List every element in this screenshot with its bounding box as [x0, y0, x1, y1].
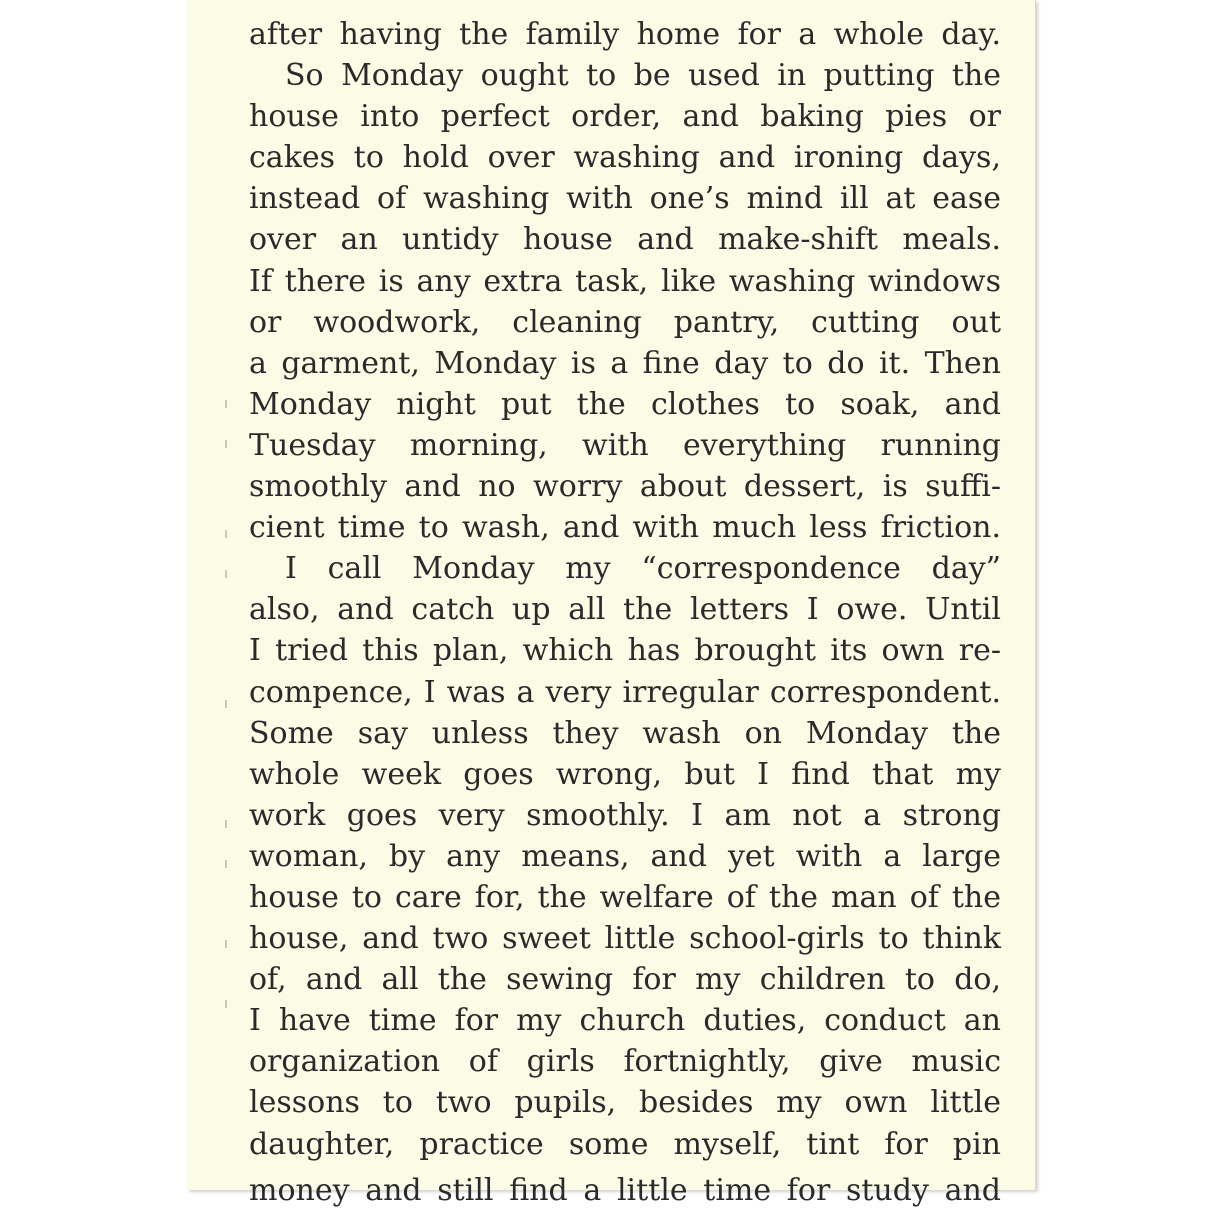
text-line: also, and catch up all the letters I owe. Until	[249, 592, 1001, 628]
text-line: house into perfect order, and baking pies or	[249, 99, 1001, 135]
text-line: over an untidy house and make-shift meals.	[249, 222, 1001, 258]
article-text	[249, 14, 1001, 1165]
text-line: of, and all the sewing for my children to do,	[249, 962, 1001, 998]
text-line: work goes very smoothly. I am not a strong	[249, 797, 1001, 833]
text-line: daughter, practice some myself, tint for pin	[249, 1126, 1001, 1162]
text-line: lessons to two pupils, besides my own little	[249, 1085, 1001, 1121]
text-line: cient time to wash, and with much less friction.	[249, 510, 1001, 546]
text-line: house to care for, the welfare of the man of the	[249, 879, 1001, 915]
text-line: Some say unless they wash on Monday the	[249, 715, 1001, 751]
text-line: Tuesday morning, with everything running	[249, 427, 1001, 463]
text-line: after having the family home for a whole day.	[249, 17, 1001, 52]
text-line: cakes to hold over washing and ironing days,	[249, 140, 1001, 176]
text-line: whole week goes wrong, but I find that my	[249, 756, 1001, 792]
text-line: instead of washing with one’s mind ill at ease	[249, 181, 1001, 217]
margin-marks	[225, 400, 231, 1040]
cut-off-text-line: money and still find a little time for study and	[249, 1173, 1001, 1208]
text-line: Monday night put the clothes to soak, and	[249, 386, 1001, 422]
text-line: or woodwork, cleaning pantry, cutting out	[249, 304, 1001, 340]
text-line: I tried this plan, which has brought its own re-	[249, 633, 1001, 669]
text-line: I have time for my church duties, conduct an	[249, 1003, 1001, 1039]
text-line: woman, by any means, and yet with a large	[249, 838, 1001, 874]
text-line: If there is any extra task, like washing windows	[249, 263, 1001, 299]
text-line: compence, I was a very irregular correspondent.	[249, 674, 1001, 710]
text-line: a garment, Monday is a fine day to do it. Then	[249, 345, 1001, 381]
text-line: So Monday ought to be used in putting the	[285, 58, 1001, 94]
text-line: organization of girls fortnightly, give music	[249, 1044, 1001, 1080]
clipping-page	[187, 0, 1036, 1208]
text-line: house, and two sweet little school-girls to think	[249, 921, 1001, 957]
text-line: I call Monday my “correspondence day”	[285, 551, 1001, 587]
text-line: smoothly and no worry about dessert, is suffi-	[249, 469, 1001, 505]
